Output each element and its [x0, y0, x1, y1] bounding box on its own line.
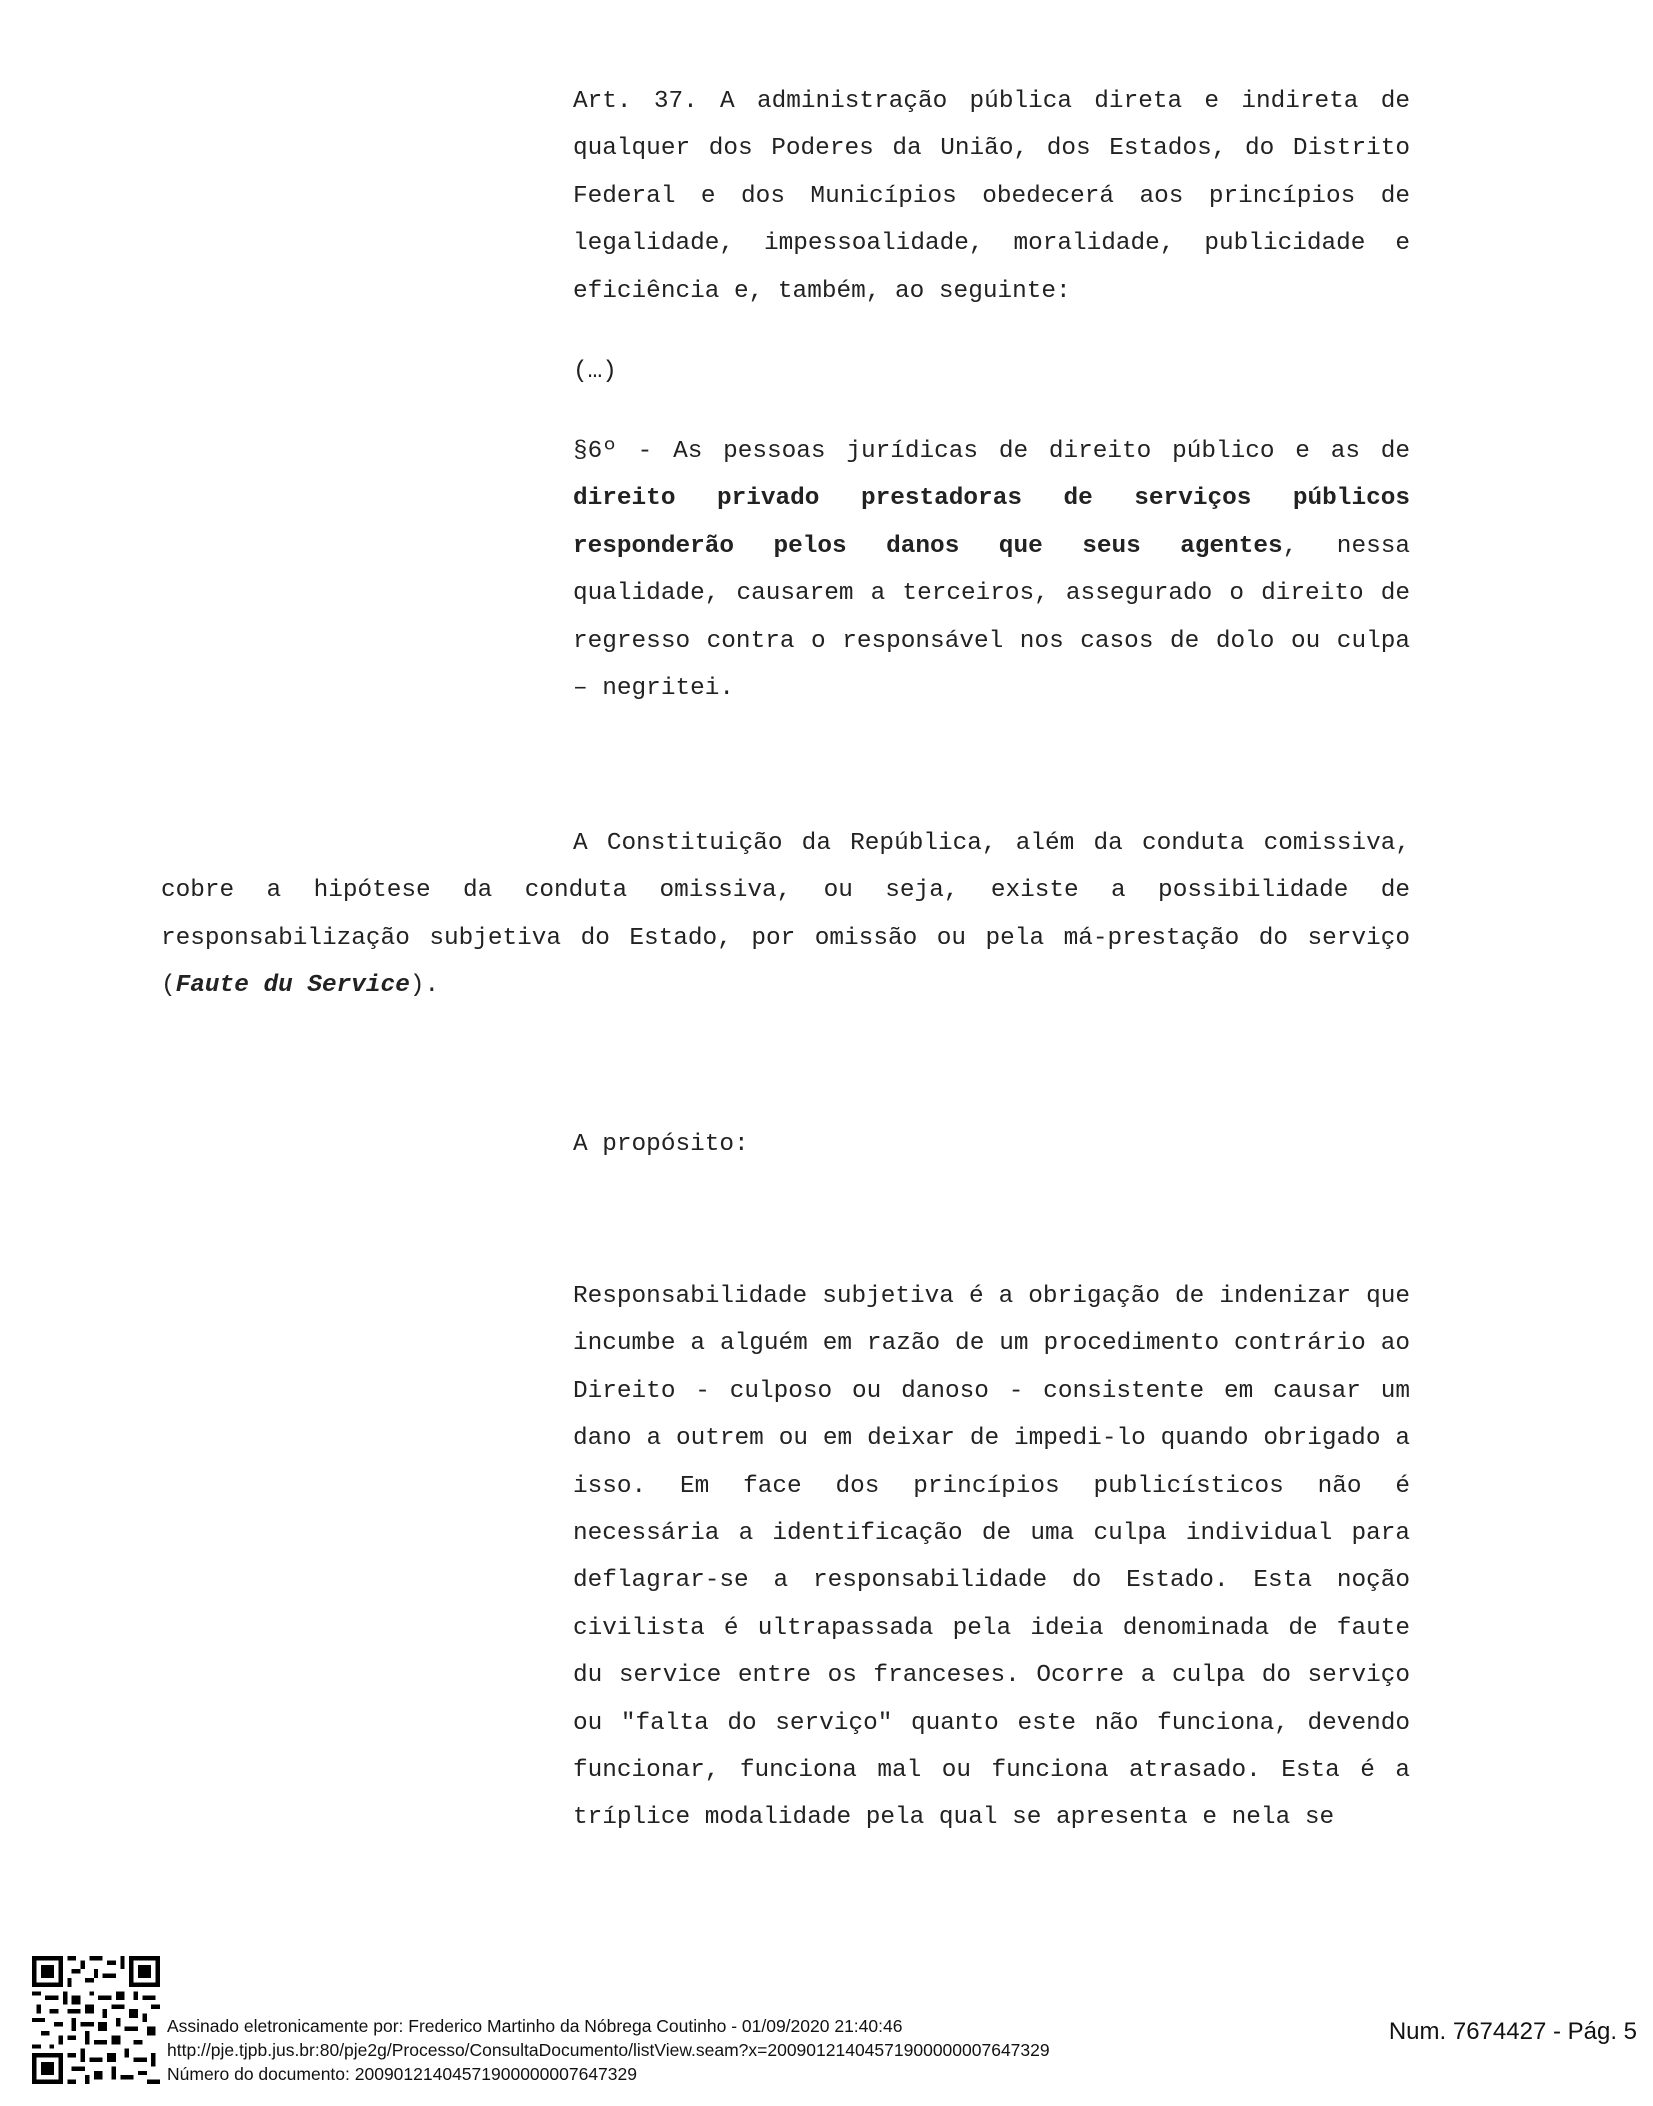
ellipsis-marker: (…) [573, 358, 617, 385]
quote-responsabilidade-subjetiva: Responsabilidade subjetiva é a obrigação de indenizar que incumbe a alguém em razão de um procedimento contrário ao Direito - culposo ou danoso - consistente em causar um dano a outrem ou em deixar de impedi-lo quando obrigado a isso. Em face dos princípios publicísticos não é necessária a identificação de uma culpa individual para deflagrar-se a responsabilidade do Estado. Esta noção civilista é ultrapassada pela ideia denominada de faute du service entre os franceses. Ocorre a culpa do serviço ou "falta do serviço" quanto este não funciona, devendo funcionar, funciona mal ou funciona atrasado. Esta é a tríplice modalidade pela qual se apresenta e nela se [573, 1283, 1410, 1832]
document-number: Número do documento: 20090121404571900000007647329 [167, 2064, 637, 2084]
document-url: http://pje.tjpb.jus.br:80/pje2g/Processo/ConsultaDocumento/listView.seam?x=20090121404571900000007647329 [167, 2040, 1050, 2060]
quote-paragraph-6 [573, 428, 1410, 712]
qr-code-icon [32, 1956, 160, 2084]
paragraph-constituicao-text: A Constituição da República, além da conduta comissiva, cobre a hipótese da conduta omissiva, ou seja, existe a possibilidade de responsabilização subjetiva do Estado, por omissão ou pela má-prestação do serviço ( [161, 830, 1410, 1000]
signed-by-line: Assinado eletronicamente por: Frederico Martinho da Nóbrega Coutinho - 01/09/2020 21:40:46 [167, 2016, 903, 2036]
quote-par6-bold-text: direito privado prestadoras de serviços públicos responderão pelos danos que seus agentes [573, 485, 1410, 560]
quote-par6-text-3: , nessa qualidade, causarem a terceiros, assegurado o direito de regresso contra o responsável nos casos de dolo ou culpa – negritei. [573, 532, 1410, 703]
paragraph-a-proposito: A propósito: [573, 1131, 749, 1158]
quote-art-37: Art. 37. A administração pública direta e indireta de qualquer dos Poderes da União, dos Estados, do Distrito Federal e dos Municípios obedecerá aos princípios de legalidade, impessoalidade, moralidade, publicidade e eficiência e, também, ao seguinte: [573, 88, 1410, 305]
faute-du-service-emphasis: Faute du Service [175, 972, 410, 1000]
page-number: Num. 7674427 - Pág. 5 [1388, 2018, 1637, 2045]
paragraph-constituicao [161, 820, 1410, 1010]
paragraph-constituicao-closing: ). [409, 972, 440, 1000]
signature-footer [0, 1940, 1653, 2106]
signature-block [167, 2014, 1050, 2086]
quote-par6-text-1: §6º - As pessoas jurídicas de direito público e as de [573, 438, 1410, 465]
